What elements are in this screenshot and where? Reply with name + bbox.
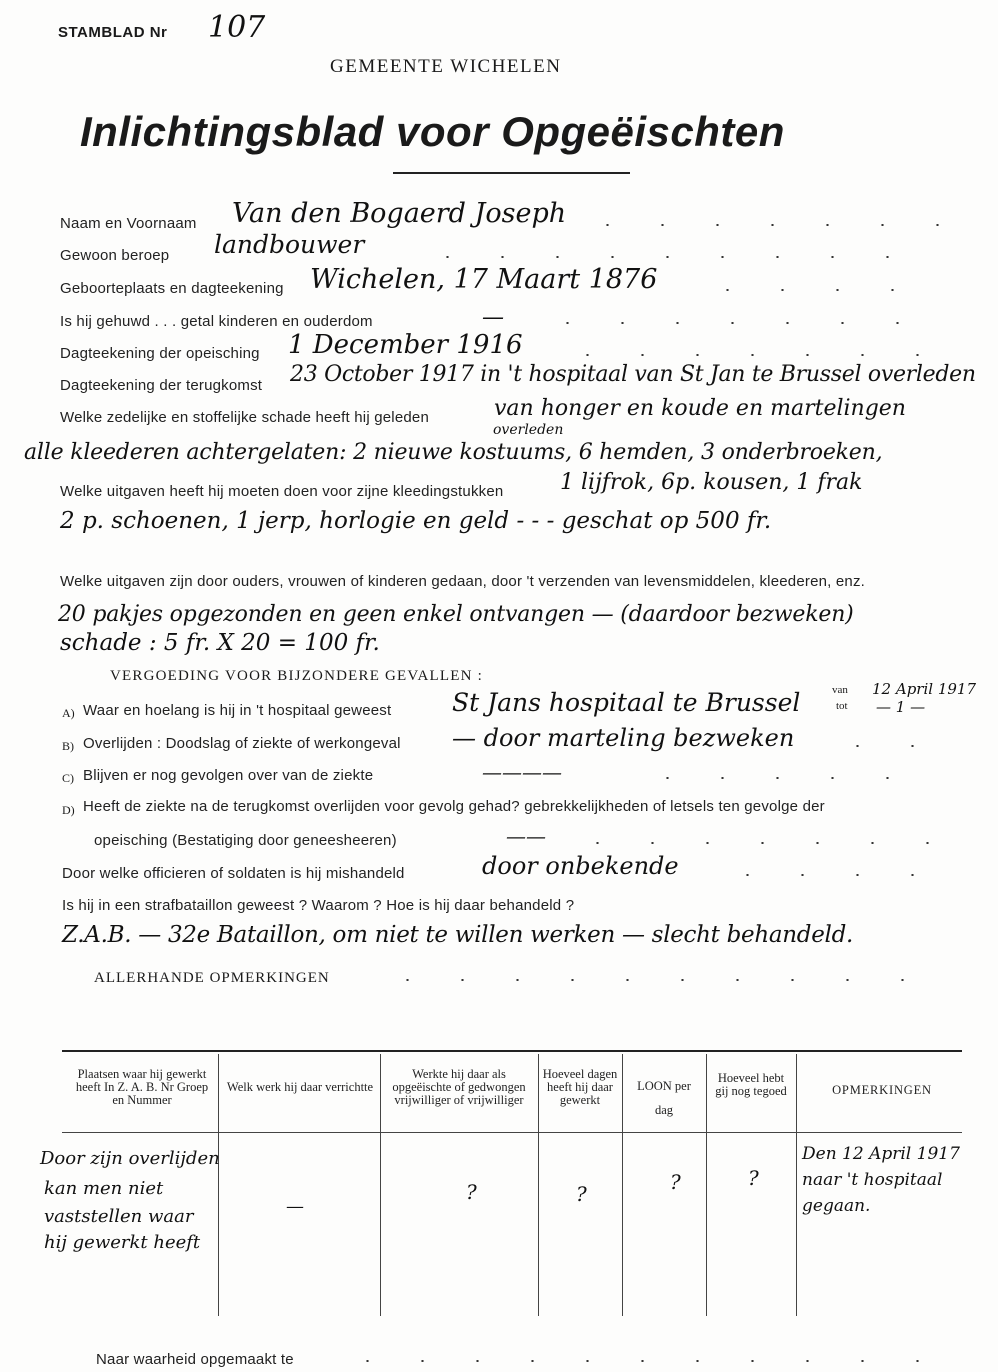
stamblad-number: 107 xyxy=(208,10,266,45)
table-cell-plaatsen-3: vaststellen waar xyxy=(44,1206,194,1227)
vergoeding-a-from-label: van xyxy=(832,684,848,696)
vergoeding-a-from: 12 April 1917 xyxy=(872,680,976,698)
beroep-dots xyxy=(420,256,940,258)
gehuwd-dots xyxy=(540,322,940,324)
geboorte-label: Geboorteplaats en dagteekening xyxy=(60,280,284,297)
table-cell-dagen: ? xyxy=(576,1182,587,1206)
vergoeding-a-label: Waar en hoelang is hij in 't hospitaal geweest xyxy=(83,702,392,719)
vergoeding-c-dots xyxy=(640,777,940,779)
allerhande-opmerkingen-label: ALLERHANDE OPMERKINGEN xyxy=(94,970,330,986)
vergoeding-a-value: St Jans hospitaal te Brussel xyxy=(452,688,801,717)
uitgaven-label: Welke uitgaven heeft hij moeten doen voor zijne kleedingstukken xyxy=(60,483,504,500)
table-header-werk: Welk werk hij daar verrichtte xyxy=(226,1080,374,1094)
footer-label: Naar waarheid opgemaakt te xyxy=(96,1351,294,1368)
geboorte-value: Wichelen, 17 Maart 1876 xyxy=(310,264,658,295)
gehuwd-value: — xyxy=(482,305,504,330)
table-divider-1 xyxy=(218,1054,219,1316)
table-header-werkte: Werkte hij daar als opgeëischte of gedwongen vrijwilliger of vrijwilliger xyxy=(392,1067,526,1107)
vergoeding-d-label: Heeft de ziekte na de terugkomst overlijden voor gevolg gehad? gebrekkelijkheden of letsels ten gevolge der xyxy=(83,798,825,815)
table-divider-4 xyxy=(622,1054,623,1316)
vergoeding-d-dots xyxy=(570,842,940,844)
vergoeding-b-letter: B) xyxy=(62,739,74,753)
table-cell-loon: ? xyxy=(670,1170,681,1194)
terugkomst-value: 23 October 1917 in 't hospitaal van St Jan te Brussel overleden xyxy=(290,362,976,387)
naam-value: Van den Bogaerd Joseph xyxy=(232,198,567,229)
table-cell-werkte: ? xyxy=(466,1180,477,1204)
vergoeding-b-value: — door marteling bezweken xyxy=(452,724,795,752)
beroep-label: Gewoon beroep xyxy=(60,247,170,264)
table-cell-tegoed: ? xyxy=(748,1166,759,1190)
table-cell-opmerkingen-3: gegaan. xyxy=(802,1196,871,1216)
vergoeding-a-to-label: tot xyxy=(836,700,848,712)
opeisching-label: Dagteekening der opeisching xyxy=(60,345,260,362)
terugkomst-label: Dagteekening der terugkomst xyxy=(60,377,263,394)
table-top-rule xyxy=(62,1050,962,1052)
vergoeding-b-label: Overlijden : Doodslag of ziekte of werkongeval xyxy=(83,735,401,752)
vergoeding-d-letter: D) xyxy=(62,803,75,817)
strafbataillon-label: Is hij in een strafbataillon geweest ? Waarom ? Hoe is hij daar behandeld ? xyxy=(62,897,575,914)
municipality-heading: GEMEENTE WICHELEN xyxy=(330,56,562,77)
vergoeding-a-letter: A) xyxy=(62,706,75,720)
schade-continuation: alle kleederen achtergelaten: 2 nieuwe kostuums, 6 hemden, 3 onderbroeken, xyxy=(24,440,883,465)
table-cell-plaatsen-2: kan men niet xyxy=(44,1178,164,1199)
table-cell-plaatsen-1: Door zijn overlijden xyxy=(40,1148,220,1169)
document-title: Inlichtingsblad voor Opgeëischten xyxy=(80,108,785,155)
officieren-value: door onbekende xyxy=(482,852,679,880)
uitgaven-value: 1 lijfrok, 6p. kousen, 1 frak xyxy=(560,470,863,495)
vergoeding-d-value: —— xyxy=(506,824,546,848)
opeisching-dots xyxy=(560,354,940,356)
table-header-tegoed: Hoeveel hebt gij nog tegoed xyxy=(715,1071,787,1098)
stamblad-label: STAMBLAD Nr xyxy=(58,24,168,41)
table-header-dagen: Hoeveel dagen heeft hij daar gewerkt xyxy=(542,1067,618,1107)
vergoeding-c-label: Blijven er nog gevolgen over van de ziekte xyxy=(83,767,374,784)
officieren-dots xyxy=(720,874,940,876)
table-header-plaatsen: Plaatsen waar hij gewerkt heeft In Z. A. B. Nr Groep en Nummer xyxy=(75,1067,209,1107)
vergoeding-c-value: ———— xyxy=(482,760,562,784)
table-cell-opmerkingen-1: Den 12 April 1917 xyxy=(802,1144,960,1164)
vergoeding-heading: VERGOEDING VOOR BIJZONDERE GEVALLEN : xyxy=(110,668,483,684)
vergoeding-d-label2: opeisching (Bestatiging door geneesheeren) xyxy=(94,832,397,849)
table-header-loon: LOON per dag xyxy=(637,1079,691,1117)
schade-value: van honger en koude en martelingen xyxy=(494,396,906,421)
title-rule xyxy=(393,172,630,174)
table-cell-opmerkingen-2: naar 't hospitaal xyxy=(802,1170,943,1190)
ouders-line2: schade : 5 fr. X 20 = 100 fr. xyxy=(60,630,380,656)
schade-overwrite: overleden xyxy=(493,422,564,438)
vergoeding-c-letter: C) xyxy=(62,771,74,785)
table-header-opmerkingen: OPMERKINGEN xyxy=(832,1083,932,1097)
opeisching-value: 1 December 1916 xyxy=(288,330,523,360)
geboorte-dots xyxy=(700,289,940,291)
officieren-label: Door welke officieren of soldaten is hij mishandeld xyxy=(62,865,405,882)
table-header-rule xyxy=(62,1132,962,1133)
uitgaven-continuation: 2 p. schoenen, 1 jerp, horlogie en geld - - - geschat op 500 fr. xyxy=(60,508,772,534)
table-divider-5 xyxy=(706,1054,707,1316)
beroep-value: landbouwer xyxy=(214,230,365,259)
vergoeding-a-to: — 1 — xyxy=(876,698,926,716)
table-divider-2 xyxy=(380,1054,381,1316)
naam-dots xyxy=(580,224,940,226)
table-divider-3 xyxy=(538,1054,539,1316)
naam-label: Naam en Voornaam xyxy=(60,215,197,232)
table-cell-werk: — xyxy=(286,1196,304,1217)
gehuwd-label: Is hij gehuwd . . . getal kinderen en ouderdom xyxy=(60,313,373,330)
ouders-label: Welke uitgaven zijn door ouders, vrouwen of kinderen gedaan, door 't verzenden van levensmiddelen, kleederen, enz. xyxy=(60,573,866,590)
table-cell-plaatsen-4: hij gewerkt heeft xyxy=(44,1232,201,1253)
schade-label: Welke zedelijke en stoffelijke schade heeft hij geleden xyxy=(60,409,430,426)
opmerkingen-dots xyxy=(380,979,940,981)
table-divider-6 xyxy=(796,1054,797,1316)
footer-dots xyxy=(340,1360,940,1362)
strafbataillon-value: Z.A.B. — 32e Bataillon, om niet te willen werken — slecht behandeld. xyxy=(62,922,854,948)
vergoeding-b-dots xyxy=(830,745,940,747)
ouders-line1: 20 pakjes opgezonden en geen enkel ontvangen — (daardoor bezweken) xyxy=(58,602,854,627)
